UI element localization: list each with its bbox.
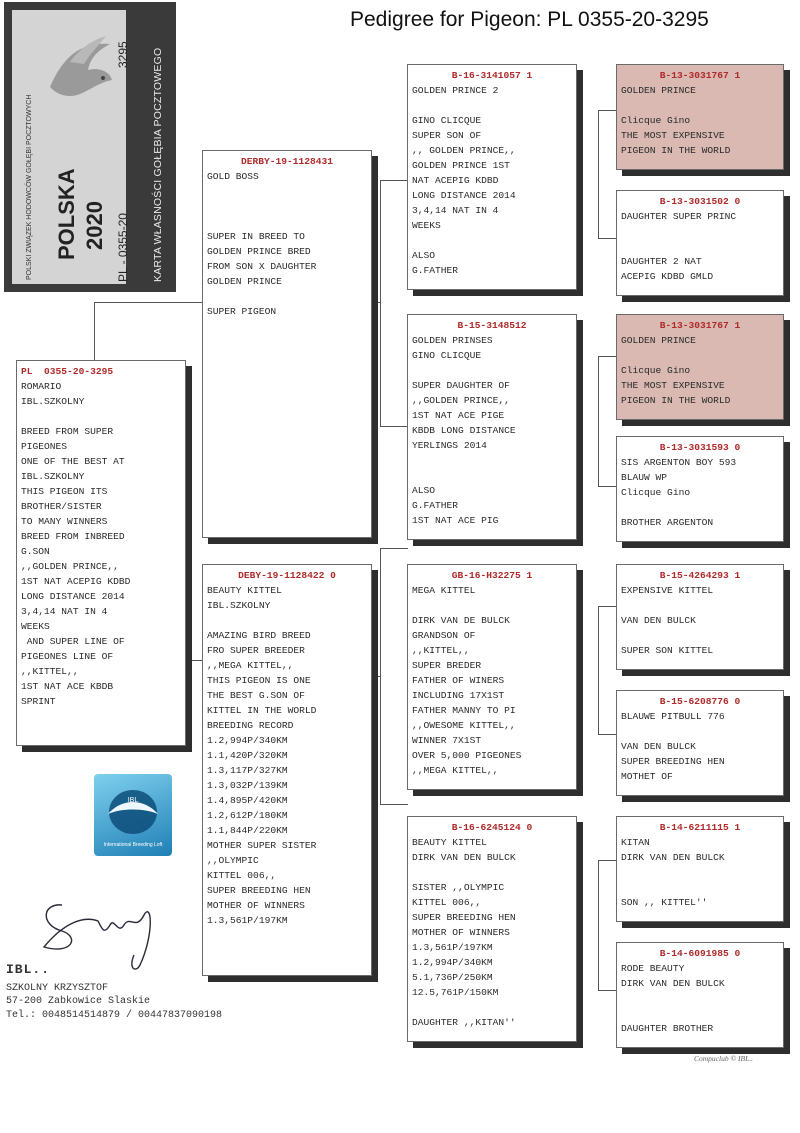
stamp-ring-no: PL - 0355-20	[116, 213, 130, 282]
card-text-line: ,,MEGA KITTEL,,	[207, 660, 294, 671]
card-text-line: GOLDEN PRINCE 1ST	[412, 160, 510, 171]
card-text-line: SON ,, KITTEL''	[621, 897, 708, 908]
card-text-line: 1.3,561P/197KM	[412, 942, 493, 953]
card-text-line: DAUGHTER SUPER PRINC	[621, 211, 737, 222]
ring-number: B-13-3031767 1	[659, 320, 741, 331]
stamp-card	[12, 10, 130, 284]
grandparent-card	[407, 64, 577, 290]
card-text-line: MOTHET OF	[621, 771, 673, 782]
connector	[598, 356, 599, 486]
stamp-ring-suffix: 3295	[116, 41, 130, 68]
card-text-line: ,, GOLDEN PRINCE,,	[412, 145, 516, 156]
card-text-line: ONE OF THE BEST AT	[21, 456, 125, 467]
card-text-line: OVER 5,000 PIGEONES	[412, 750, 522, 761]
card-text-line	[207, 289, 367, 304]
card-text-line: ,,OWESOME KITTEL,,	[412, 720, 516, 731]
card-text-line: MOTHER SUPER SISTER	[207, 840, 317, 851]
stamp-year: 2020	[82, 201, 107, 250]
card-text-line: ,,KITTEL,,	[412, 645, 470, 656]
card-text-line: DAUGHTER 2 NAT	[621, 256, 702, 267]
owner-phone: Tel.: 0048514514879 / 00447837090198	[6, 1010, 223, 1021]
ring-number: B-15-4264293 1	[659, 570, 741, 581]
card-text-line	[621, 500, 779, 515]
card-text-line: ,,KITTEL,,	[21, 666, 79, 677]
card-text-line: 1.2,994P/340KM	[412, 957, 493, 968]
great-grandparent-card	[616, 942, 784, 1048]
card-text-line: ALSO	[412, 485, 436, 496]
connector	[380, 548, 408, 549]
card-text-line	[621, 724, 779, 739]
great-grandparent-card	[616, 690, 784, 796]
card-text-line: DIRK VAN DEN BULCK	[412, 852, 516, 863]
page-title: Pedigree for Pigeon: PL 0355-20-3295	[350, 8, 709, 31]
stamp-org: POLSKI ZWIĄZEK HODOWCÓW GOŁĘBI POCZTOWYCH	[26, 94, 33, 280]
card-text-line: PIGEONES	[21, 441, 68, 452]
great-grandparent-card	[616, 816, 784, 922]
card-text-line	[621, 98, 779, 113]
card-text-line: PIGEON IN THE WORLD	[621, 145, 731, 156]
card-text-line: KITTEL IN THE WORLD	[207, 705, 317, 716]
card-text-line	[621, 598, 779, 613]
card-text-line: Clicque Gino	[621, 115, 691, 126]
card-text-line: NAT ACEPIG KDBD	[412, 175, 499, 186]
card-text-line: FRO SUPER BREEDER	[207, 645, 305, 656]
card-text-line	[621, 239, 779, 254]
card-text-line	[621, 865, 779, 880]
card-text-line: AND SUPER LINE OF	[21, 636, 125, 647]
card-text-line	[412, 1000, 572, 1015]
card-text-line: 1ST NAT ACEPIG KDBD	[21, 576, 131, 587]
connector	[598, 990, 616, 991]
card-text-line	[207, 199, 367, 214]
card-text-line	[621, 224, 779, 239]
card-text-line: 1.3,117P/327KM	[207, 765, 288, 776]
grandparent-card	[407, 816, 577, 1042]
connector	[598, 860, 616, 861]
card-text-line: KBDB LONG DISTANCE	[412, 425, 516, 436]
card-text-line: GOLDEN PRINCE	[621, 85, 696, 96]
connector	[380, 804, 408, 805]
signature	[32, 885, 182, 975]
card-text-line: SUPER BREEDING HEN	[621, 756, 725, 767]
connector	[598, 486, 616, 487]
connector	[380, 180, 408, 181]
ring-number: PL 0355-20-3295	[21, 366, 114, 377]
card-text-line: DAUGHTER BROTHER	[621, 1023, 714, 1034]
connector	[598, 110, 616, 111]
card-text-line	[621, 348, 779, 363]
card-text-line: PIGEONES LINE OF	[21, 651, 114, 662]
card-text-line: GOLDEN PRINSES	[412, 335, 493, 346]
connector	[380, 180, 381, 426]
connector	[94, 302, 95, 360]
card-text-line: SISTER ,,OLYMPIC	[412, 882, 505, 893]
card-text-line	[621, 1006, 779, 1021]
pigeon-icon	[40, 32, 120, 112]
card-text-line: WEEKS	[412, 220, 441, 231]
ring-number: DERBY-19-1128431	[240, 156, 334, 167]
subject-pigeon-card	[16, 360, 186, 746]
card-text-line: GOLDEN PRINCE	[621, 335, 696, 346]
card-text-line: BEAUTY KITTEL	[412, 837, 487, 848]
card-text-line: SUPER BREEDING HEN	[207, 885, 311, 896]
card-text-line	[621, 880, 779, 895]
great-grandparent-card	[616, 314, 784, 420]
card-text-line: ACEPIG KDBD GMLD	[621, 271, 714, 282]
ring-number: B-13-3031593 0	[659, 442, 741, 453]
card-text-line: SIS ARGENTON BOY 593	[621, 457, 737, 468]
owner-name: SZKOLNY KRZYSZTOF	[6, 983, 109, 994]
ring-number: B-13-3031767 1	[659, 70, 741, 81]
card-text-line: RODE BEAUTY	[621, 963, 685, 974]
card-text-line: G.SON	[21, 546, 50, 557]
card-text-line: YERLINGS 2014	[412, 440, 487, 451]
ring-number: B-13-3031502 0	[659, 196, 741, 207]
card-text-line	[207, 613, 367, 628]
connector	[598, 606, 616, 607]
connector	[598, 606, 599, 734]
card-text-line: LONG DISTANCE 2014	[412, 190, 516, 201]
card-text-line	[412, 363, 572, 378]
card-text-line: GRANDSON OF	[412, 630, 476, 641]
owner-address: 57-200 Zabkowice Slaskie	[6, 996, 151, 1007]
card-text-line: THIS PIGEON ITS	[21, 486, 108, 497]
card-text-line: SUPER BREDER	[412, 660, 482, 671]
card-text-line: IBL.SZKOLNY	[21, 471, 85, 482]
grandparent-card	[407, 564, 577, 790]
card-text-line: 1.3,561P/197KM	[207, 915, 288, 926]
card-text-line: TO MANY WINNERS	[21, 516, 108, 527]
stamp-card-title: KARTA WŁASNOŚCI GOŁĘBIA POCZTOWEGO	[152, 47, 164, 282]
card-text-line: ROMARIO	[21, 381, 62, 392]
dam-card	[202, 564, 372, 976]
card-text-line: GOLD BOSS	[207, 171, 259, 182]
card-text-line: INCLUDING 17X1ST	[412, 690, 505, 701]
card-text-line: BREED FROM INBREED	[21, 531, 125, 542]
card-text-line: KITTEL 006,,	[207, 870, 277, 881]
card-text-line: IBL.SZKOLNY	[21, 396, 85, 407]
card-text-line: DIRK VAN DEN BULCK	[621, 978, 725, 989]
card-text-line: ALSO	[412, 250, 436, 261]
card-text-line: KITAN	[621, 837, 650, 848]
ring-number: B-16-3141057 1	[451, 70, 533, 81]
sire-card	[202, 150, 372, 538]
card-text-line: BREEDING RECORD	[207, 720, 294, 731]
card-text-line: 1.1,844P/220KM	[207, 825, 288, 836]
ring-number: B-14-6091985 0	[659, 948, 741, 959]
card-text-line: BLAUW WP	[621, 472, 668, 483]
card-text-line: 1.1,420P/320KM	[207, 750, 288, 761]
card-text-line: SUPER SON KITTEL	[621, 645, 714, 656]
card-text-line: BROTHER/SISTER	[21, 501, 102, 512]
card-text-line: ,,OLYMPIC	[207, 855, 259, 866]
ring-number: DEBY-19-1128422 0	[238, 570, 336, 581]
card-text-line: MEGA KITTEL	[412, 585, 476, 596]
card-text-line: LONG DISTANCE 2014	[21, 591, 125, 602]
ring-number: B-15-3148512	[457, 320, 527, 331]
card-text-line: FROM SON X DAUGHTER	[207, 261, 317, 272]
ring-number: B-15-6208776 0	[659, 696, 741, 707]
card-text-line: MOTHER OF WINNERS	[207, 900, 305, 911]
connector	[380, 548, 381, 804]
card-text-line: 1.2,612P/180KM	[207, 810, 288, 821]
card-text-line: DAUGHTER ,,KITAN''	[412, 1017, 516, 1028]
owner-short: IBL..	[6, 962, 51, 977]
ring-certificate-stamp	[4, 2, 176, 292]
card-text-line: 1.4,895P/420KM	[207, 795, 288, 806]
card-text-line: ,,MEGA KITTEL,,	[412, 765, 499, 776]
card-text-line	[412, 98, 572, 113]
card-text-line: DIRK VAN DE BULCK	[412, 615, 510, 626]
card-text-line: THE MOST EXPENSIVE	[621, 130, 725, 141]
card-text-line: SUPER PIGEON	[207, 306, 277, 317]
card-text-line	[412, 468, 572, 483]
card-text-line: ,,GOLDEN PRINCE,,	[412, 395, 510, 406]
card-text-line: SUPER DAUGHTER OF	[412, 380, 510, 391]
card-text-line: SUPER BREEDING HEN	[412, 912, 516, 923]
ring-number: GB-16-H32275 1	[451, 570, 533, 581]
card-text-line: GINO CLICQUE	[412, 350, 482, 361]
card-text-line: GOLDEN PRINCE 2	[412, 85, 499, 96]
great-grandparent-card	[616, 190, 784, 296]
card-text-line: AMAZING BIRD BREED	[207, 630, 311, 641]
card-text-line: THIS PIGEON IS ONE	[207, 675, 311, 686]
svg-text:IBL: IBL	[127, 797, 139, 804]
card-text-line: 1.3,032P/139KM	[207, 780, 288, 791]
card-text-line: 5.1,736P/250KM	[412, 972, 493, 983]
card-text-line	[412, 865, 572, 880]
card-text-line: GINO CLICQUE	[412, 115, 482, 126]
connector	[372, 676, 380, 677]
card-text-line: SUPER SON OF	[412, 130, 482, 141]
card-text-line: GOLDEN PRINCE BRED	[207, 246, 311, 257]
card-text-line: ,,GOLDEN PRINCE,,	[21, 561, 119, 572]
connector	[598, 734, 616, 735]
card-text-line: SPRINT	[21, 696, 56, 707]
connector	[598, 860, 599, 990]
card-text-line: 3,4,14 NAT IN 4	[412, 205, 499, 216]
card-text-line: 1.2,994P/340KM	[207, 735, 288, 746]
card-text-line: BLAUWE PITBULL 776	[621, 711, 725, 722]
footer-credit: Compuclub © IBL..	[694, 1054, 754, 1063]
card-text-line: VAN DEN BULCK	[621, 615, 696, 626]
card-text-line: FATHER MANNY TO PI	[412, 705, 516, 716]
card-text-line: BEAUTY KITTEL	[207, 585, 282, 596]
connector	[380, 426, 408, 427]
card-text-line: KITTEL 006,,	[412, 897, 482, 908]
great-grandparent-card	[616, 64, 784, 170]
great-grandparent-card	[616, 436, 784, 542]
card-text-line	[412, 453, 572, 468]
card-text-line: 1ST NAT ACE PIG	[412, 515, 499, 526]
card-text-line: WINNER 7X1ST	[412, 735, 482, 746]
card-text-line	[621, 628, 779, 643]
card-text-line	[207, 214, 367, 229]
ibl-logo	[94, 774, 172, 856]
card-text-line: Clicque Gino	[621, 487, 691, 498]
ring-number: B-16-6245124 0	[451, 822, 533, 833]
card-text-line: FATHER OF WINERS	[412, 675, 505, 686]
card-text-line: 1ST NAT ACE KBDB	[21, 681, 114, 692]
card-text-line: 1ST NAT ACE PIGE	[412, 410, 505, 421]
ring-number: B-14-6211115 1	[659, 822, 741, 833]
card-text-line: BROTHER ARGENTON	[621, 517, 714, 528]
card-text-line: VAN DEN BULCK	[621, 741, 696, 752]
connector	[598, 110, 599, 238]
card-text-line	[207, 184, 367, 199]
card-text-line: PIGEON IN THE WORLD	[621, 395, 731, 406]
connector	[598, 356, 616, 357]
card-text-line	[21, 409, 181, 424]
card-text-line: G.FATHER	[412, 500, 459, 511]
card-text-line: Clicque Gino	[621, 365, 691, 376]
card-text-line: G.FATHER	[412, 265, 459, 276]
grandparent-card	[407, 314, 577, 540]
stamp-country: POLSKA	[54, 168, 79, 260]
card-text-line: MOTHER OF WINNERS	[412, 927, 510, 938]
great-grandparent-card	[616, 564, 784, 670]
card-text-line: THE MOST EXPENSIVE	[621, 380, 725, 391]
card-text-line: THE BEST G.SON OF	[207, 690, 305, 701]
card-text-line: SUPER IN BREED TO	[207, 231, 305, 242]
connector	[94, 302, 204, 303]
connector	[372, 302, 380, 303]
bird-emblem-icon	[94, 774, 172, 856]
card-text-line: BREED FROM SUPER	[21, 426, 114, 437]
card-text-line: 12.5,761P/150KM	[412, 987, 499, 998]
card-text-line: IBL.SZKOLNY	[207, 600, 271, 611]
card-text-line: WEEKS	[21, 621, 50, 632]
card-text-line	[412, 598, 572, 613]
card-text-line	[412, 233, 572, 248]
svg-text:International Breeding Loft: International Breeding Loft	[103, 842, 163, 848]
card-text-line: EXPENSIVE KITTEL	[621, 585, 714, 596]
card-text-line: DIRK VAN DEN BULCK	[621, 852, 725, 863]
card-text-line: 3,4,14 NAT IN 4	[21, 606, 108, 617]
card-text-line	[621, 991, 779, 1006]
card-text-line: GOLDEN PRINCE	[207, 276, 282, 287]
connector	[598, 238, 616, 239]
